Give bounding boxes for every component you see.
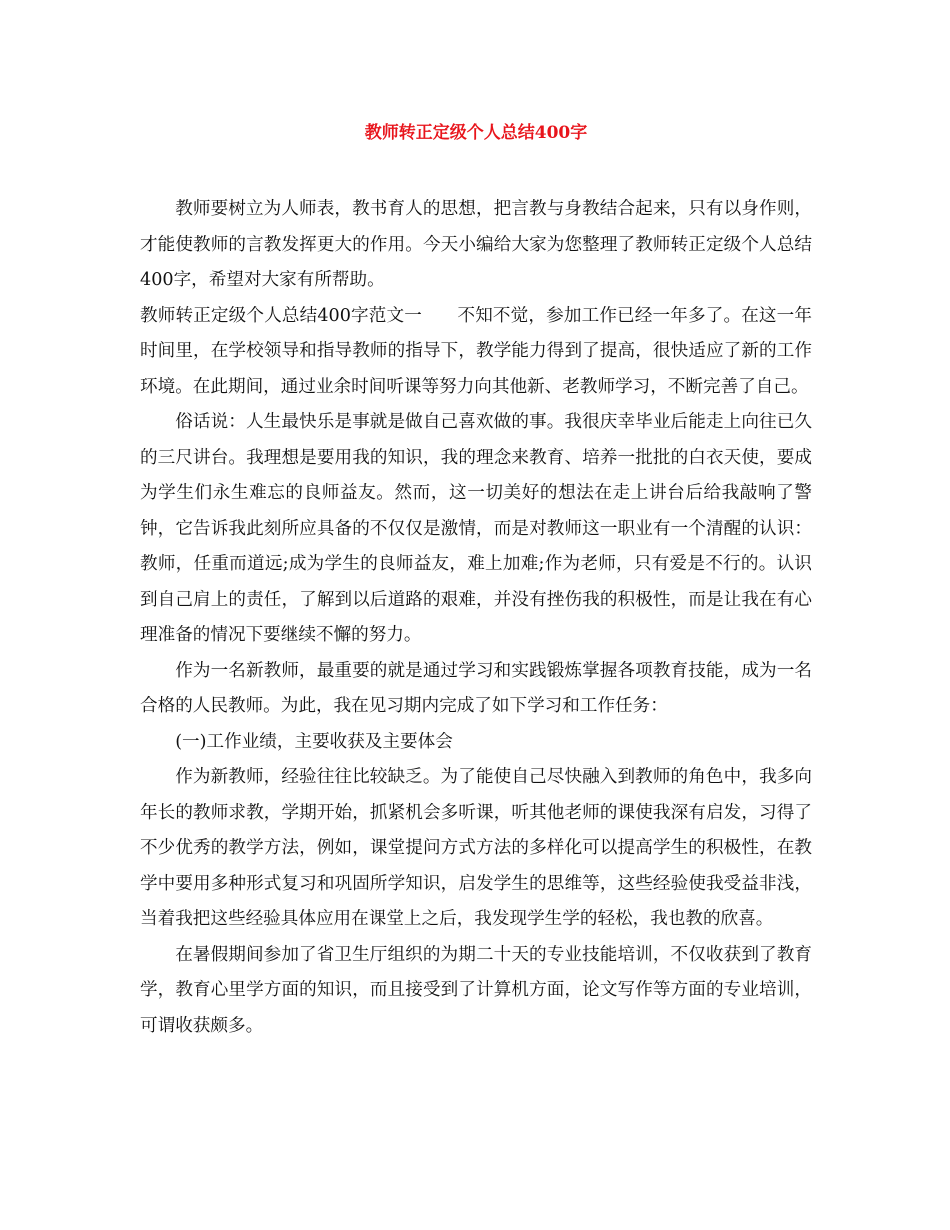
paragraph-intro: 教师要树立为人师表，教书育人的思想，把言教与身教结合起来，只有以身作则，才能使教师的言教发挥更大的作用。今天小编给大家为您整理了教师转正定级个人总结400字，希望对大家有所帮助。 [140,199,812,290]
document-page [140,118,812,1044]
document-title: 教师转正定级个人总结400字 [364,123,588,143]
paragraph-training: 在暑假期间参加了省卫生厅组织的为期二十天的专业技能培训，不仅收获到了教育学，教育心里学方面的知识，而且接受到了计算机方面，论文写作等方面的专业培训，可谓收获颇多。 [140,944,812,1036]
paragraph-new-teacher: 作为一名新教师，最重要的就是通过学习和实践锻炼掌握各项教育技能，成为一名合格的人民教师。为此，我在见习期内完成了如下学习和工作任务： [140,660,812,716]
section-heading-achievements: (一)工作业绩，主要收获及主要体会 [175,731,453,752]
paragraph-saying: 俗话说：人生最快乐是事就是做自己喜欢做的事。我很庆幸毕业后能走上向往已久的三尺讲台。我理想是要用我的知识，我的理念来教育、培养一批批的白衣天使，要成为学生们永生难忘的良师益友。然而，这一切美好的想法在走上讲台后给我敲响了警钟，它告诉我此刻所应具备的不仅仅是激情，而是对教师这一职业有一个清醒的认识：教师，任重而道远;成为学生的良师益友，难上加难;作为老师，只有爱是不行的。认识到自己肩上的责任，了解到以后道路的艰难，并没有挫伤我的积极性，而是让我在有心理准备的情况下要继续不懈的努力。 [140,412,812,645]
paragraph-sample-one: 教师转正定级个人总结400字范文一 不知不觉，参加工作已经一年多了。在这一年时间里，在学校领导和指导教师的指导下，教学能力得到了提高，很快适应了新的工作环境。在此期间，通过业余时间听课等努力向其他新、老教师学习，不断完善了自己。 [140,305,812,397]
paragraph-experience: 作为新教师，经验往往比较缺乏。为了能使自己尽快融入到教师的角色中，我多向年长的教师求教，学期开始，抓紧机会多听课，听其他老师的课使我深有启发，习得了不少优秀的教学方法，例如，课堂提问方式方法的多样化可以提高学生的积极性，在教学中要用多种形式复习和巩固所学知识，启发学生的思维等，这些经验使我受益非浅，当着我把这些经验具体应用在课堂上之后，我发现学生学的轻松，我也教的欣喜。 [140,767,812,929]
